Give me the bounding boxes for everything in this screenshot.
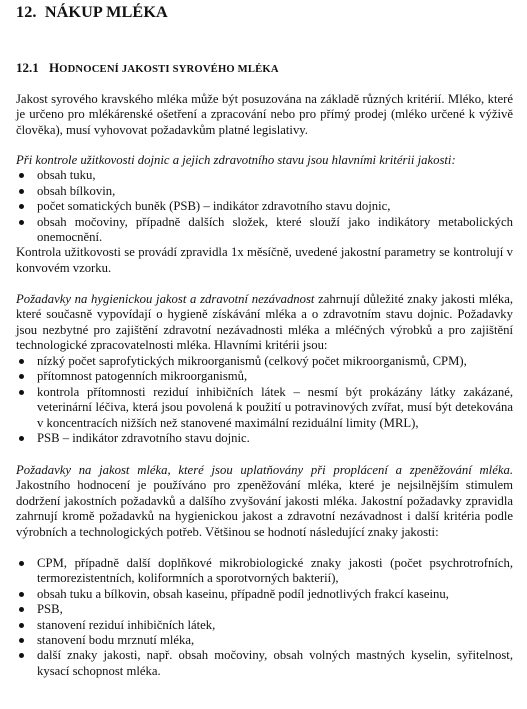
section-title-rest: ODNOCENÍ JAKOSTI SYROVÉHO MLÉKA [59,64,279,75]
control-criteria-list [16,168,513,245]
list-item: obsah bílkovin, [16,184,513,199]
list-item: počet somatických buněk (PSB) – indikátor zdravotního stavu dojnic, [16,199,513,214]
list-item: CPM, případně další doplňkové mikrobiologické znaky jakosti (počet psychrotrofních, termorezistentních, koliformních a sporotvorných bakterií), [16,556,513,587]
intro-paragraph: Jakost syrového kravského mléka může být posuzována na základě různých kritérií. Mléko, které je určeno pro mlékárenské ošetření a zpracování nebo pro přímý prodej (mléko určené k výživě člověka), musí vyhovovat požadavkům platné legislativy. [16,92,513,137]
list-item: nízký počet saprofytických mikroorganismů (celkový počet mikroorganismů, CPM), [16,354,513,369]
chapter-heading [16,5,168,20]
payment-criteria-list [16,556,513,679]
list-item: obsah tuku a bílkovin, obsah kaseinu, případně podíl jednotlivých frakcí kaseinu, [16,587,513,602]
list-item: stanovení bodu mrznutí mléka, [16,633,513,648]
hygiene-lead: Požadavky na hygienickou jakost a zdravotní nezávadnost [16,292,315,306]
hygiene-criteria-list [16,354,513,446]
list-item: PSB – indikátor zdravotního stavu dojnic. [16,431,513,446]
list-item: obsah močoviny, případně dalších složek, které slouží jako indikátory metabolických onemocnění. [16,215,513,246]
list-item: další znaky jakosti, např. obsah močoviny, obsah volných mastných kyselin, syřitelnost, kysací schopnost mléka. [16,648,513,679]
list-item: kontrola přítomnosti reziduí inhibičních látek – nesmí být prokázány látky zakázané, veterinární léčiva, která jsou povolená k použití u potravinových zvířat, musí být detekována v koncentracích nižších než stanovené maximální reziduální limity (MRL), [16,385,513,431]
chapter-title: NÁKUP MLÉKA [44,3,168,21]
payment-paragraph [16,463,513,540]
section-number: 12.1 [16,60,39,75]
chapter-number: 12. [16,3,37,21]
control-section [16,153,513,276]
list-item: PSB, [16,602,513,617]
list-item: přítomnost patogenních mikroorganismů, [16,369,513,384]
control-after-text: Kontrola užitkovosti se provádí zpravidla 1x měsíčně, uvedené jakostní parametry se kontrolují v konvovém vzorku. [16,245,513,275]
section-title-initial: H [49,60,60,75]
list-item: obsah tuku, [16,168,513,183]
control-lead: Při kontrole užitkovosti dojnic a jejich zdravotního stavu jsou hlavními kritérii jakosti: [16,153,456,167]
section-heading [16,60,279,77]
hygiene-text: zahrnují důležité znaky jakosti mléka, které současně vypovídají o hygieně získávání mléka a o zdravotním stavu dojnic. Požadavky jsou nezbytné pro zajištění zdravotní nezávadnosti mléka a mléčných výrobků a pro zajištění technologické zpracovatelnosti mléka. Hlavními kritérii jsou: [16,292,513,353]
payment-lead: Požadavky na jakost mléka, které jsou uplatňovány při proplácení a zpeněžování mléka. [16,463,513,477]
hygiene-paragraph [16,292,513,354]
list-item: stanovení reziduí inhibičních látek, [16,618,513,633]
payment-text: Jakostního hodnocení je používáno pro zpeněžování mléka, které je nejsilnějším stimulem dodržení jakostních požadavků a dalšího zvyšování jakosti mléka. Jakostní požadavky zpravidla zahrnují kromě požadavků na hygienickou jakost a zdravotní nezávadnost i další kritéria podle výrobních a technologických potřeb. Většinou se hodnotí následující znaky jakosti: [16,478,513,539]
